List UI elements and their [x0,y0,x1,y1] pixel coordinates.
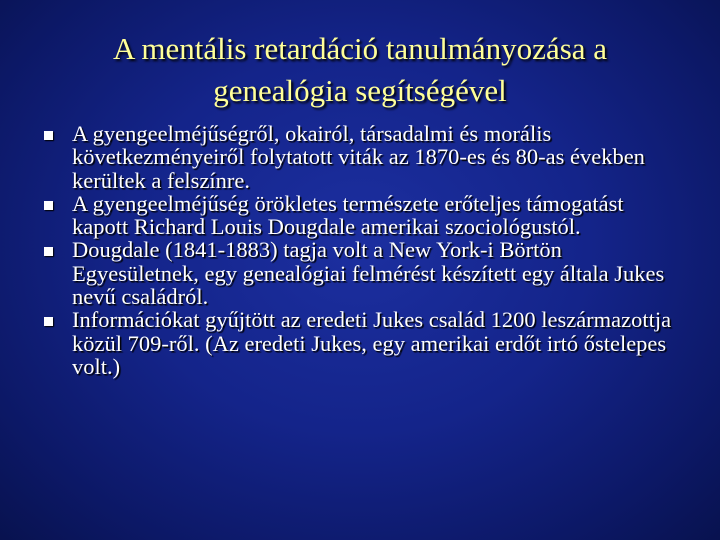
bullet-item [44,192,684,239]
bullet-list [44,122,684,378]
square-bullet-icon [44,201,53,210]
square-bullet-icon [44,247,53,256]
bullet-text: A gyengeelméjűség örökletes természete erőteljes támogatást kapott Richard Louis Dougdale amerikai szociológustól. [72,190,624,240]
square-bullet-icon [44,131,53,140]
bullet-text: Dougdale (1841-1883) tagja volt a New York-i Börtön Egyesületnek, egy genealógiai felmérést készített egy általa Jukes nevű családról. [72,237,665,310]
slide-title-line-1: A mentális retardáció tanulmányozása a [112,31,608,66]
bullet-item [44,308,684,378]
bullet-item [44,122,684,192]
square-bullet-icon [44,317,53,326]
slide-title [20,28,700,112]
bullet-text: Információkat gyűjtött az eredeti Jukes család 1200 leszármazottja közül 709-ről. (Az eredeti Jukes, egy amerikai erdőt irtó őstelepes volt.) [72,307,672,379]
slide-title-line-2: genealógia segítségével [213,73,507,108]
bullet-text: A gyengeelméjűségről, okairól, társadalmi és morális következményeiről folytatott viták az 1870-es és 80-as években kerültek a felszínre. [72,121,645,193]
bullet-item [44,238,684,308]
